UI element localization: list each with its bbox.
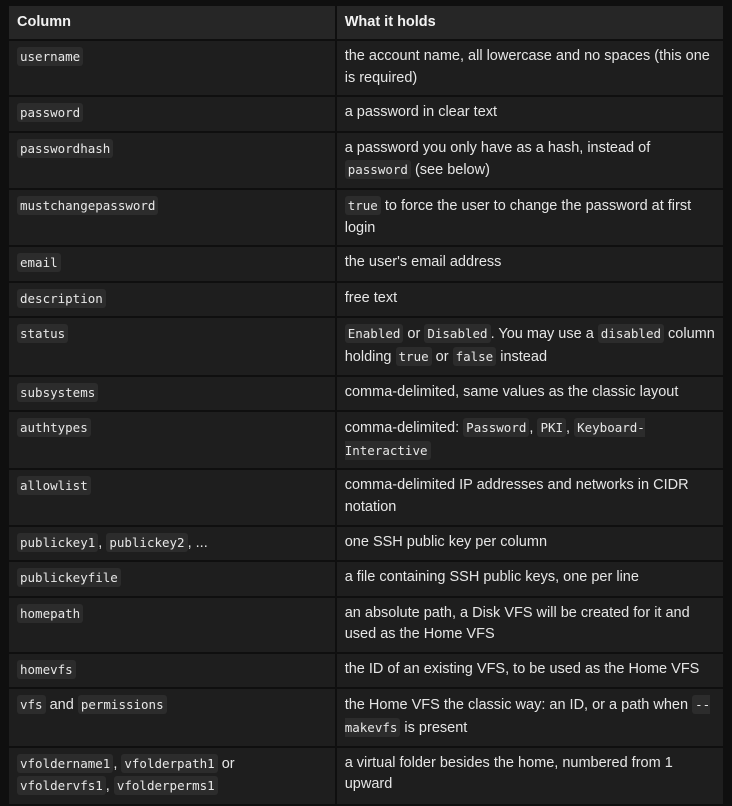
column-reference-table [7, 4, 725, 806]
column-name-cell [9, 41, 335, 95]
table-row [9, 527, 723, 561]
column-description-cell [337, 133, 723, 188]
column-description-cell [337, 598, 723, 652]
text-segment: a password you only have as a hash, instead of [344, 139, 651, 156]
text-segment: a password in clear text [344, 104, 498, 121]
code-token: Password [463, 418, 529, 437]
text-segment: or [431, 348, 453, 365]
code-token: allowlist [17, 476, 91, 495]
table-row [9, 598, 723, 652]
table-row [9, 97, 723, 131]
text-segment: column holding [344, 326, 715, 365]
column-name-cell [9, 318, 335, 374]
text-segment: comma-delimited, same values as the classic layout [344, 383, 679, 400]
table-body [9, 41, 723, 804]
column-description-cell [337, 470, 723, 524]
column-name-cell [9, 97, 335, 131]
column-name-cell [9, 598, 335, 652]
text-segment: . You may use a [490, 326, 598, 343]
text-segment: free text [344, 289, 398, 306]
column-description-cell [337, 283, 723, 317]
column-name-cell [9, 412, 335, 468]
table-row [9, 283, 723, 317]
text-segment: to force the user to change the password at first login [344, 197, 692, 236]
code-token: true [345, 196, 381, 215]
column-name-cell [9, 527, 335, 561]
column-description-cell [337, 412, 723, 468]
column-description-cell [337, 41, 723, 95]
code-token: disabled [598, 324, 664, 343]
table-header-row [9, 6, 723, 39]
table-row [9, 133, 723, 188]
text-segment: is present [400, 720, 468, 737]
column-name-cell [9, 133, 335, 188]
code-token: vfolderperms1 [114, 776, 218, 795]
column-name-cell [9, 654, 335, 688]
column-name-cell [9, 283, 335, 317]
text-segment: the user's email address [344, 254, 502, 271]
code-token: password [345, 160, 411, 179]
table-row [9, 41, 723, 95]
code-token: PKI [537, 418, 566, 437]
column-description-cell [337, 689, 723, 745]
code-token: vfs [17, 695, 46, 714]
column-description-cell [337, 654, 723, 688]
header-column: Column [9, 6, 335, 39]
text-segment: , [529, 420, 538, 437]
code-token: Disabled [424, 324, 490, 343]
column-name-cell [9, 748, 335, 804]
column-name-cell [9, 190, 335, 245]
table-row [9, 654, 723, 688]
header-what-it-holds: What it holds [337, 6, 723, 39]
column-name-cell [9, 689, 335, 745]
code-token: passwordhash [17, 139, 113, 158]
text-segment: or [403, 326, 425, 343]
code-token: username [17, 47, 83, 66]
table-row [9, 377, 723, 411]
code-token: mustchangepassword [17, 196, 158, 215]
text-segment: a file containing SSH public keys, one per line [344, 569, 639, 586]
code-token: vfolderpath1 [121, 754, 217, 773]
text-segment: an absolute path, a Disk VFS will be created for it and used as the Home VFS [344, 604, 690, 643]
text-segment: , [566, 420, 575, 437]
text-segment: , [105, 778, 114, 795]
code-token: Enabled [345, 324, 404, 343]
code-token: Keyboard-Interactive [344, 420, 645, 458]
column-name-cell [9, 247, 335, 281]
text-segment: , [113, 755, 122, 772]
column-description-cell [337, 562, 723, 596]
text-segment: comma-delimited: [344, 420, 464, 437]
code-token: vfoldervfs1 [17, 776, 106, 795]
code-token: homepath [17, 604, 83, 623]
code-token: status [17, 324, 68, 343]
text-segment: the Home VFS the classic way: an ID, or a path when [344, 697, 693, 714]
table-row [9, 318, 723, 374]
column-description-cell [337, 190, 723, 245]
code-token: description [17, 289, 106, 308]
column-description-cell [337, 748, 723, 804]
column-name-cell [9, 562, 335, 596]
code-token: true [396, 347, 432, 366]
code-token: subsystems [17, 383, 98, 402]
text-segment: comma-delimited IP addresses and networks in CIDR notation [344, 477, 689, 515]
table-row [9, 190, 723, 245]
code-token: permissions [78, 695, 167, 714]
column-description-cell [337, 527, 723, 561]
text-segment: a virtual folder besides the home, numbered from 1 upward [344, 754, 673, 793]
table-row [9, 412, 723, 468]
text-segment: and [45, 697, 78, 714]
code-token: publickey1 [17, 533, 98, 552]
code-token: password [17, 103, 83, 122]
code-token: email [17, 253, 61, 272]
code-token: vfoldername1 [17, 754, 113, 773]
code-token: homevfs [17, 660, 76, 679]
text-segment: the ID of an existing VFS, to be used as the Home VFS [344, 660, 700, 677]
table-row [9, 247, 723, 281]
table-row [9, 748, 723, 804]
table-row [9, 470, 723, 524]
text-segment: or [217, 755, 235, 772]
column-name-cell [9, 377, 335, 411]
text-segment: (see below) [410, 162, 490, 179]
text-segment: , [98, 534, 107, 551]
text-segment: , ... [187, 534, 208, 551]
text-segment: the account name, all lowercase and no spaces (this one is required) [344, 48, 710, 86]
table-row [9, 689, 723, 745]
code-token: --makevfs [344, 697, 711, 736]
code-token: publickeyfile [17, 568, 121, 587]
text-segment: one SSH public key per column [344, 533, 548, 550]
column-description-cell [337, 318, 723, 374]
table-row [9, 562, 723, 596]
column-name-cell [9, 470, 335, 524]
code-token: authtypes [17, 418, 91, 437]
column-description-cell [337, 247, 723, 281]
column-description-cell [337, 97, 723, 131]
code-token: publickey2 [106, 533, 187, 552]
text-segment: instead [496, 348, 548, 365]
column-description-cell [337, 377, 723, 411]
code-token: false [453, 347, 497, 366]
